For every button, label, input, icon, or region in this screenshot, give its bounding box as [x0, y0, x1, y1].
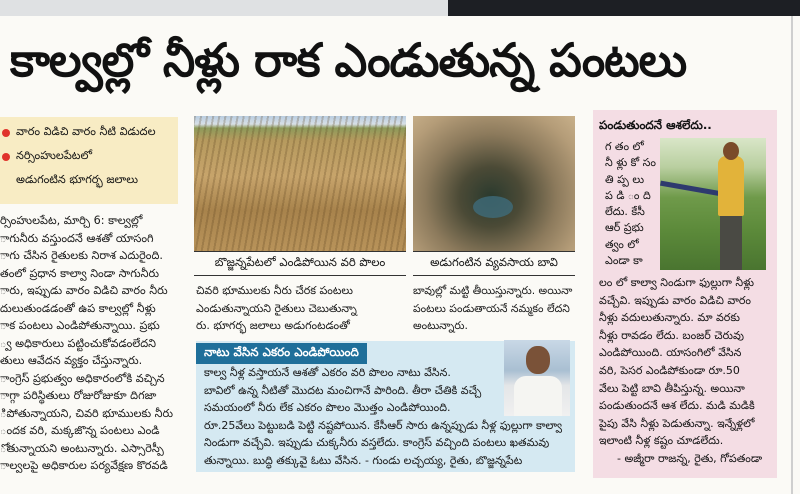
sidebar-line: పైపు వేసి నీళ్లు పెడుతున్నా. ఇన్నేళ్లలో: [599, 416, 755, 430]
article-line: ిపోతున్నాయని, చివరి భూములకు నీరు: [0, 406, 173, 420]
well-article-text: [413, 282, 577, 338]
sidebar-signature: - అజ్మీరా రాజన్న, రైతు, గోపతండా: [617, 452, 763, 465]
sidebar-line: నీ ళ్లు కో సం: [605, 156, 656, 170]
quote-line: రూ.25వేలు పెట్టుబడి పెట్టి నష్టపోయిన. కేసీఆర్ సారు ఉన్నప్పుడు నీళ్ల ఫుల్లుగా కాల్వా: [204, 418, 563, 432]
highlight-item: [0, 169, 178, 193]
sidebar-line: వచ్చేవి. ఇప్పుడు వారం విడిచి వారం: [599, 293, 751, 307]
sidebar-line: వరి, పెసర ఎండిపోకుండా రూ.50: [599, 363, 740, 377]
article-line: ాల్వలపై అధికారుల పర్యవేక్షణ కొరవడి: [0, 459, 168, 472]
sidebar-line: ఎండా కా: [605, 254, 643, 268]
sidebar-title: పండుతుందనే ఆశలేదు..: [599, 118, 712, 132]
quote-line: నిండుగా వచ్చేవి. ఇప్పుడు చుక్కనీరు వస్తలేదు. కాంగ్రెస్ వచ్చింది పంటలు ఖతమవు: [204, 436, 550, 449]
article-line: తంలో ప్రధాన కాల్వా నిండా సాగునీరు: [0, 266, 159, 280]
highlight-item: [0, 121, 178, 145]
highlight-text: వారం విడిచి వారం నీటి విడుదల: [16, 125, 156, 138]
sidebar-line: ఎండిపోయింది. యాసంగిలో వేసిన: [599, 346, 742, 360]
sidebar-narrow-text: [605, 139, 655, 269]
article-line: ాక పంటలు ఎండిపోతున్నాయి. ప్రభు: [0, 319, 160, 332]
quote-title: నాటు వేసిన ఎకరం ఎండిపోయింది: [196, 343, 367, 364]
dry-paddy-field-photo: [194, 116, 406, 251]
article-line: ాగునీరు వస్తుందనే ఆశతో యాసంగి: [0, 231, 154, 245]
farmer-legs: [720, 214, 742, 270]
portrait-shirt: [514, 376, 562, 416]
sidebar-wide-text: [599, 274, 755, 450]
article-line: రు. భూగర్భ జలాలు అడుగంటడంతో: [196, 319, 350, 332]
page-edge-rule: [791, 16, 793, 494]
article-line: చివరి భూములకు నీరు చేరక పంటలు: [196, 284, 353, 297]
quote-line: తున్నాయి. బుద్ధి తక్కువై ఓటు వేసిన. - గుండు లచ్చయ్య, రైతు, బొజ్జన్నపేట: [204, 453, 523, 467]
top-strip-dark: [448, 0, 800, 16]
article-line: పంటలు పండుతాయనే నమ్మకం లేదని: [413, 301, 570, 315]
field-photo-caption: బొజ్జన్నపేటలో ఎండిపోయిన వరి పొలం: [194, 251, 406, 276]
sidebar-line: ప డి ం ది: [605, 188, 651, 202]
sidebar-line: లం లో కాల్వా నిండుగా ఫుల్లుగా నీళ్లు: [599, 276, 755, 289]
well-water-pool: [473, 196, 513, 218]
sidebar-line: గ తం లో: [605, 140, 644, 153]
sidebar-line: నీళ్లు రావడం లేదు. బంజర్ చెరువు: [599, 328, 744, 342]
sidebar-line: ఆర్ ప్రభు: [605, 221, 644, 235]
middle-article-text: [196, 282, 408, 338]
article-line: ందక వరి, మక్కజొన్న పంటలు ఎండి: [0, 424, 160, 437]
article-line: బావుల్లో మట్టి తీయిస్తున్నారు. అయినా: [413, 284, 573, 297]
left-article-column: [0, 212, 180, 492]
quote-line: సమయంలో నీరు లేక ఎకరం పొలం మొత్తం ఎండిపోయింది.: [204, 401, 451, 414]
article-line: ోతున్నాయని అంటున్నారు. ఎస్సారెస్పీ: [0, 441, 164, 455]
top-strip-light: [0, 0, 448, 16]
article-line: ఎండుతున్నాయని రైతులు చెబుతున్నా: [196, 301, 357, 315]
headline: కాల్వల్లో నీళ్లు రాక ఎండుతున్న పంటలు: [10, 33, 687, 87]
sidebar-line: నీళ్లు వదులుతున్నారు. మా వరకు: [599, 311, 740, 325]
farmer-watering-photo: [660, 138, 766, 270]
farmer-portrait-photo: [504, 340, 570, 416]
highlights-box: [0, 117, 178, 204]
quote-line: బావిలో ఉన్న నీటితో మొదట మంచిగానే పారింది. తీరా చేతికి వచ్చే: [204, 383, 482, 397]
sidebar-line: త్వం లో: [605, 237, 639, 251]
sidebar-line: పండుతుందనే ఆశ లేదు. మడి మడికి: [599, 399, 755, 413]
quote-line: కాల్వ నీళ్ల వస్తాయనే ఆశతో ఎకరం వరి పొలం నాటు వేసిన.: [204, 366, 451, 379]
article-line: అంటున్నారు.: [413, 319, 468, 332]
sidebar-line: లేదు. కేసీ: [605, 205, 645, 219]
article-line: తులు ఆవేదన వ్యక్తం చేస్తున్నారు.: [0, 354, 143, 367]
sidebar-line: ఇలాంటి నీళ్ల కష్టం చూడలేదు.: [599, 434, 724, 448]
highlight-text: నర్సింహులపేటలో: [16, 149, 92, 162]
bullet-dot-icon: [2, 153, 10, 161]
highlight-item: [0, 145, 178, 169]
portrait-head: [526, 346, 550, 374]
article-line: దులుతుండడంతో ఉప కాల్వల్లో నీళ్లు: [0, 301, 156, 315]
highlight-text: అడుగంటిన భూగర్భ జలాలు: [16, 173, 139, 186]
sidebar-line: తి ప్ప లు: [605, 172, 645, 186]
article-line: ర్సింహులపేట, మార్చి 6: కాల్వల్లో: [0, 214, 143, 227]
sidebar-line: వేలు పెట్టి బావి తీపిస్తున్న. అయినా: [599, 381, 745, 395]
article-line: ారు, ఇప్పుడు వారం విడిచి వారం నీరు: [0, 284, 168, 297]
field-stubble-texture: [194, 116, 406, 251]
well-photo-caption: అడుగంటిన వ్యవసాయ బావి: [413, 251, 575, 276]
farmer-head: [723, 142, 739, 160]
water-pipe: [660, 181, 722, 197]
farmer-body: [718, 156, 744, 216]
article-line: ాంగ్రెస్ ప్రభుత్వం అధికారంలోకి వచ్చిన: [0, 371, 165, 385]
bullet-dot-icon: [2, 129, 10, 137]
dry-well-photo: [413, 116, 575, 251]
article-line: ాగు చేసిన రైతులకు నిరాశ ఎదురైంది.: [0, 249, 163, 262]
article-line: ాగ్గా పరిస్థితులు రోజురోజుకూ దిగజా: [0, 389, 157, 402]
article-line: ్వ అధికారులు పట్టించుకోవడంలేదని: [0, 336, 156, 350]
